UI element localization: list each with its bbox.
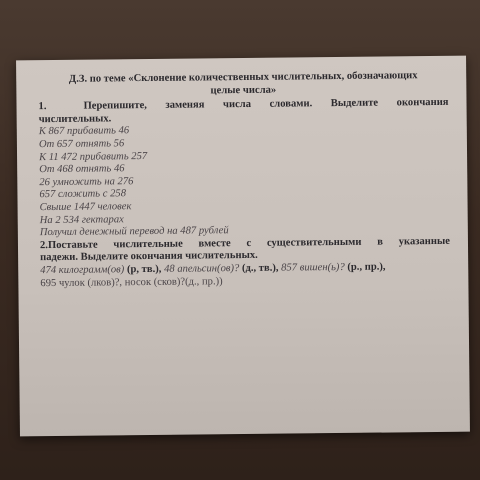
list-item: К 867 прибавить 46 bbox=[38, 125, 130, 138]
task2-case: (р, тв.), bbox=[124, 263, 165, 276]
list-item: Свыше 1447 человек bbox=[39, 201, 132, 214]
task2-words bbox=[40, 261, 450, 290]
list-item: Получил денежный перевод на 487 рублей bbox=[39, 225, 229, 239]
list-item: 657 сложить с 258 bbox=[39, 188, 127, 201]
task2-case: (р., пр.), bbox=[344, 261, 386, 273]
task2-word: 474 килограмм(ов) bbox=[40, 264, 125, 277]
list-item: От 468 отнять 46 bbox=[39, 163, 125, 176]
doc-title-line1: Д.З. по теме «Склонение количественных числительных, обозначающих bbox=[68, 70, 418, 85]
task2-word: 857 вишен(ь)? bbox=[281, 261, 345, 274]
list-item: От 657 отнять 56 bbox=[38, 138, 125, 151]
task2-word: 48 апельсин(ов)? bbox=[163, 262, 240, 275]
paper-sheet bbox=[16, 56, 470, 437]
doc-title-line2: целые числа» bbox=[210, 84, 277, 96]
doc-title bbox=[38, 70, 448, 99]
task2-heading: 2.Поставьте числительные вместе с существительными в указанные bbox=[39, 235, 451, 251]
task2-words-line2: 695 чулок (лков)?, носок (сков)?(д., пр.)) bbox=[40, 275, 223, 289]
task1-heading: 1. Перепишите, заменяя числа словами. Выделите окончания bbox=[38, 97, 449, 113]
task1-heading-cont: числительных. bbox=[38, 113, 112, 125]
list-item: К 11 472 прибавить 257 bbox=[39, 150, 148, 163]
task2-case: (д., тв.), bbox=[239, 262, 282, 274]
list-item: 26 умножить на 276 bbox=[39, 175, 134, 188]
document-content bbox=[38, 70, 450, 290]
task2-heading-cont: падежи. Выделите окончания числительных. bbox=[40, 250, 258, 264]
task1-list bbox=[39, 122, 450, 240]
list-item: На 2 534 гектарах bbox=[39, 213, 124, 226]
